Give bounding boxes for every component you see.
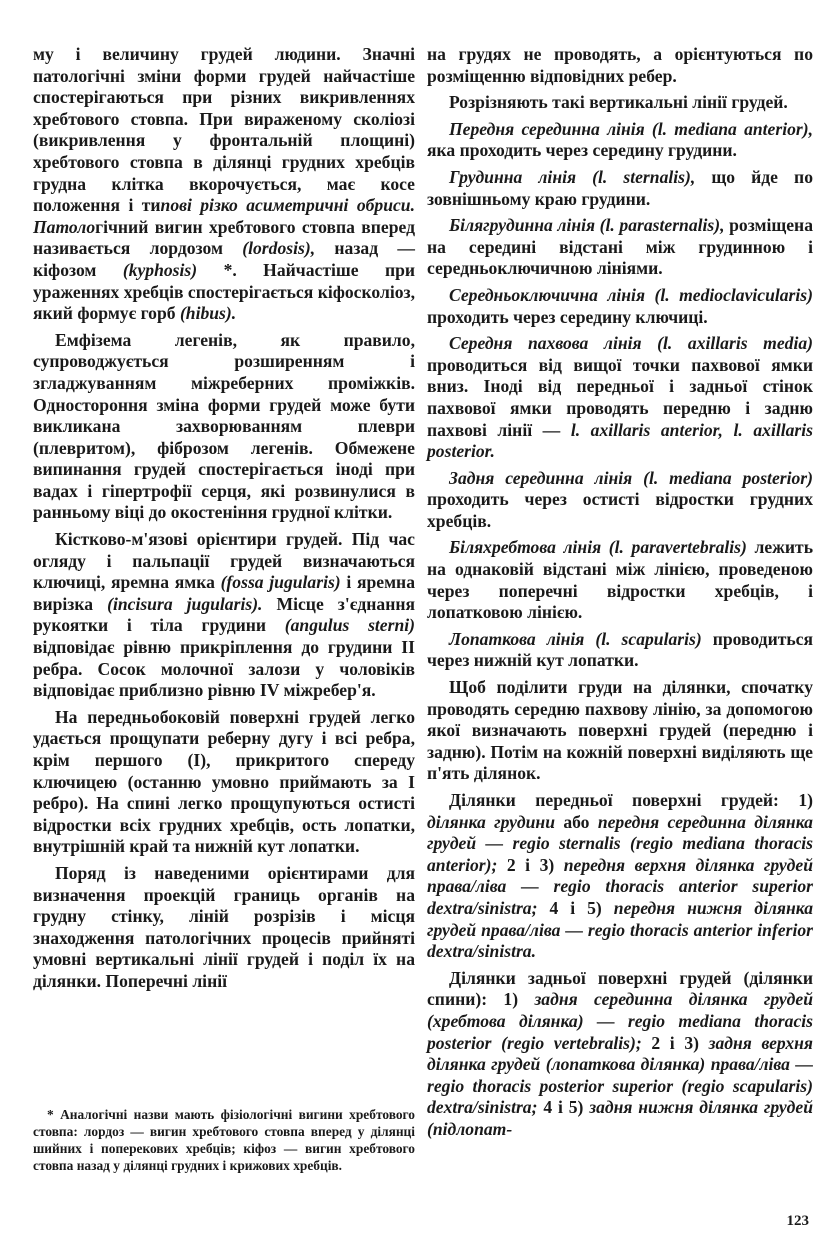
text-run: що йде по зовнішньому краю грудини. (427, 166, 813, 209)
italic-run: Середньоключична лінія (l. medioclavicularis) (449, 284, 813, 305)
text-run: на грудях не проводять, а орієнтуються по розміщенню відповідних ребер. (427, 44, 813, 86)
left-column (33, 44, 415, 998)
italic-run: задня верхня ділянка грудей (лопаткова ділянка) права/ліва — regio thoracis posterior superior (regio scapularis) dextra/sinistra; (427, 1032, 813, 1118)
line-definition (427, 119, 813, 162)
paragraph (33, 707, 415, 858)
line-definition (427, 468, 813, 533)
italic-run: (incisura jugularis). (107, 593, 263, 614)
italic-run: Лопаткова лінія (l. scapularis) (449, 628, 702, 649)
text-run: розміщена на середині відстані між грудинною і середньоключичною лініями. (427, 215, 813, 279)
line-definition (427, 215, 813, 280)
text-run: Розрізняють такі вертикальні лінії грудей. (449, 92, 788, 113)
paragraph (427, 790, 813, 963)
section-heading: Кістково-м'язові орієнтири грудей. (55, 529, 343, 550)
italic-run: Передня серединна лінія (l. mediana anterior), (449, 118, 813, 139)
text-run: яка проходить через середину грудини. (427, 140, 737, 161)
text-run: лежить на однаковій відстані між лінією, проведеною через поперечні відростки хребців, і лопатковою лінією. (427, 537, 813, 623)
italic-run: l. axillaris anterior, l. axillaris posterior. (427, 419, 813, 462)
italic-run: пові різко асиметричні обриси. (160, 195, 415, 216)
italic-run: Грудинна лінія (l. sternalis), (449, 166, 696, 187)
italic-run: передня серединна ділянка грудей — regio sternalis (regio mediana thoracis anterior); (427, 811, 813, 875)
text-run: Поряд із наведеними орієнтирами для визначення проекцій границь органів на грудну стінку, ліній розрізів і місця знаходження патологічних процесів прийняті умовні вертикальні лінії грудей і поділ їх на ділянки. Поперечні лінії (33, 862, 415, 991)
italic-run: (angulus sterni) (284, 615, 415, 636)
text-run: проводиться від вищої точки пахвової ямки вниз. Іноді від передньої і задньої стінок пахвової ямки проводять передню і задню пахвові лінії — (427, 354, 813, 440)
italic-run: Задня серединна лінія (l. mediana posterior) (449, 467, 813, 488)
paragraph (33, 44, 415, 325)
italic-run: (lordosis), (242, 238, 316, 259)
text-run: проводиться через нижній кут лопатки. (427, 628, 813, 671)
italic-run: передня нижня ділянка грудей права/ліва — regio thoracis anterior inferior dextra/sinistra. (427, 897, 813, 962)
paragraph (427, 92, 813, 114)
italic-run: (hibus). (179, 303, 237, 324)
line-definition (427, 629, 813, 672)
italic-run: передня верхня ділянка грудей права/ліва — regio thoracis anterior superior dextra/sinistra; (427, 854, 814, 918)
text-run: гічний вигин хребтового стовпа вперед називається лордозом (33, 216, 415, 259)
text-run: Щоб поділити груди на ділянки, спочатку проводять середню пахвову лінію, за допомогою якої визначають поверхні грудей (передню і задню). Потім на кожній поверхні виділяють ще п'ять ділянок. (427, 677, 813, 784)
footnote-text: * Аналогічні назви мають фізіологічні вигини хребтового стовпа: лордоз — вигин хребтового стовпа вперед у ділянці шийних і поперекових хребців; кіфоз — вигин хребтового стовпа назад у ділянці грудних і крижових хребців. (33, 1107, 415, 1173)
text-run: або (554, 811, 598, 832)
text-run: Ділянки задньої поверхні грудей (ділянки спини): 1) (427, 967, 813, 1010)
paragraph (33, 863, 415, 993)
italic-run: Середня пахвова лінія (l. axillaris media) (449, 333, 813, 354)
page-number: 123 (786, 1213, 809, 1229)
paragraph (33, 529, 415, 702)
italic-run: Білягрудинна лінія (l. parasternalis), (449, 215, 725, 236)
text-run: 2 і 3) (641, 1032, 709, 1053)
italic-run: задня нижня ділянка грудей (підлопат- (427, 1097, 813, 1139)
italic-run: задня серединна ділянка грудей (хребтова ділянка) — regio mediana thoracis posterior (regio vertebralis); (427, 989, 813, 1053)
italic-run: ділянка грудини (427, 811, 555, 832)
paragraph (33, 330, 415, 524)
paragraph (427, 44, 813, 87)
text-run: му і величину грудей людини. Значні патологічні зміни форми грудей найчастіше спостерігаються при різних викривленнях хребтового стовпа. При вираженому сколіозі (викривлення у фронтальній площині) хребтового стовпа в ділянці грудних хребців грудна клітка вкорочується, має косе положення і ти (33, 44, 415, 216)
italic-run: (kyphosis) (122, 259, 198, 280)
text-run: Місце з'єднання рукоятки і тіла грудини (33, 593, 415, 636)
text-run: *. Найчастіше при ураженнях хребців спостерігається кіфосколіоз, який формує горб (33, 259, 415, 324)
text-run: проходить через середину ключиці. (427, 306, 708, 327)
line-definition (427, 167, 813, 210)
text-run: Під час огляду і пальпації грудей визначаються ключиці, яремна ямка (33, 529, 415, 593)
text-run: 4 і 5) (537, 897, 614, 918)
text-run: відповідає рівню прикріплення до грудини II ребра. Сосок молочної залози у чоловіків відповідає приблизно рівню IV міжребер'я. (33, 637, 415, 701)
text-run: і яремна вирізка (33, 572, 415, 614)
paragraph (427, 677, 813, 785)
paragraph (427, 968, 813, 1141)
line-definition (427, 537, 813, 623)
italic-run: (fossa jugularis) (220, 572, 341, 593)
line-definition (427, 285, 813, 328)
text-run: Ділянки передньої поверхні грудей: 1) (449, 790, 813, 810)
text-run: 2 і 3) (497, 854, 564, 875)
text-run: На передньобоковій поверхні грудей легко удається прощупати реберну дугу і всі ребра, крім першого (I), прикритого спереду ключицею (останню умовно приймають за I ребро). На спині легко прощупуються остисті відростки всіх грудних хребців, ость лопатки, внутрішній край та нижній кут лопатки. (33, 706, 415, 857)
text-run: назад — кіфозом (33, 238, 415, 280)
text-run: 4 і 5) (537, 1097, 590, 1118)
footnote (33, 1106, 415, 1174)
text-run: Емфізема легенів, як правило, супроводжується розширенням і згладжуванням міжреберних проміжків. Одностороння зміна форми грудей може бути викликана захворюванням плеври (плевритом), фіброзом легенів. Обмежене випинання грудей спостерігається іноді при вадах і гіпертрофії серця, які розвинулися в ранньому віці до окостеніння грудної клітки. (33, 329, 415, 523)
line-definition (427, 333, 813, 463)
italic-run: Патоло (33, 216, 96, 237)
right-column (427, 44, 813, 1146)
text-run: проходить через остисті відростки грудних хребців. (427, 489, 813, 531)
italic-run: Біляхребтова лінія (l. paravertebralis) (449, 537, 747, 558)
